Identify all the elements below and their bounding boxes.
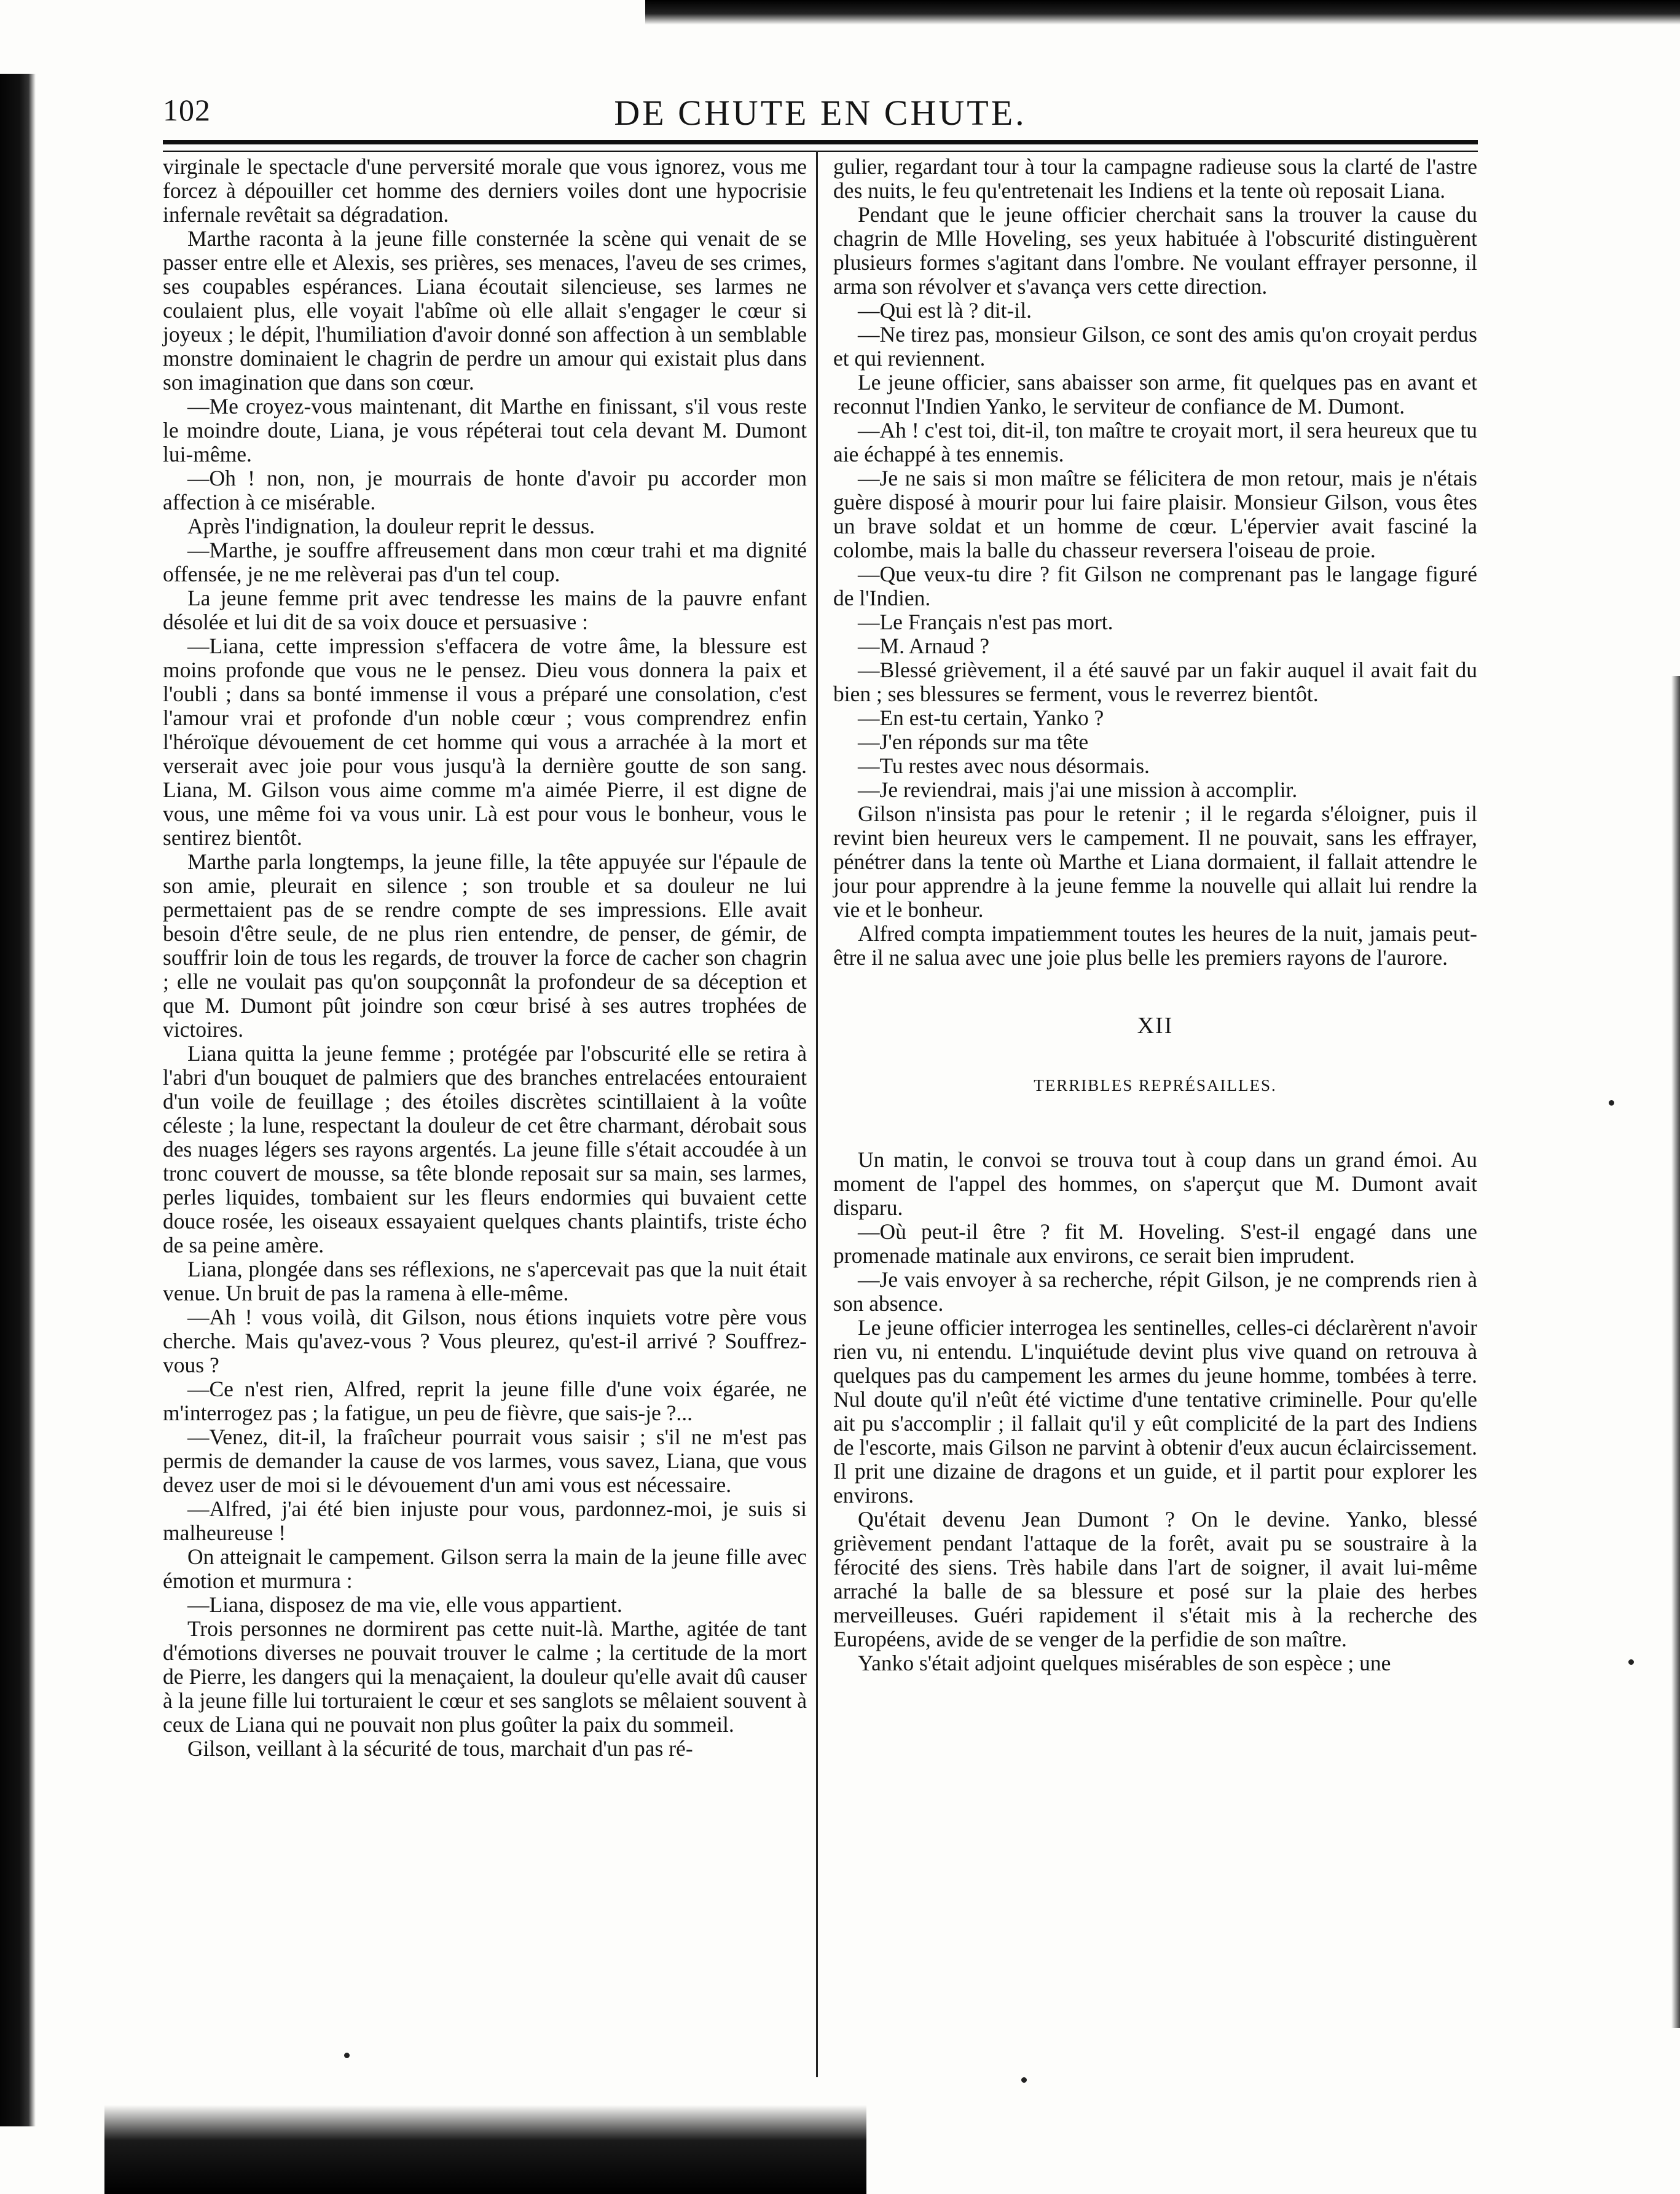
paragraph: —J'en réponds sur ma tête: [858, 729, 1089, 754]
paragraph: —Alfred, j'ai été bien injuste pour vous, pardonnez-moi, je suis si malheureuse !: [163, 1496, 807, 1545]
paragraph: —Qui est là ? dit-il.: [858, 298, 1032, 323]
paragraph: —Liana, cette impression s'effacera de votre âme, la blessure est moins profonde que vous ne le pensez. Dieu vous donnera la paix et l'oubli ; dans sa bonté immense il vous a préparé une consolation, c'est l'amour vrai et profonde d'un noble cœur ; vous comprendrez enfin l'héroïque dévouement de cet homme qui vous a arrachée à la mort et verserait avec joie pour vous jusqu'à la dernière goutte de son sang. Liana, M. Gilson vous aime comme m'a aimée Pierre, il est digne de vous, une même foi va vous unir. Là est pour vous le bonheur, vous le sentirez bientôt.: [163, 634, 807, 850]
paragraph: Marthe parla longtemps, la jeune fille, la tête appuyée sur l'épaule de son amie, pleurait en silence ; son trouble et sa douleur ne lui permettaient pas de se rendre compte de ses impressions. Elle avait besoin d'être seule, de ne plus rien entendre, de penser, de gémir, de souffrir loin de tous les regards, de trouver la force de cacher son chagrin ; elle ne voulait pas qu'on soupçonnât la profondeur de sa déception et que M. Dumont pût joindre son cœur brisé à ses autres trophées de victoires.: [163, 849, 807, 1042]
paragraph: Gilson n'insista pas pour le retenir ; il le regarda s'éloigner, puis il revint bien heureux vers le campement. Il ne pouvait, sans les effrayer, pénétrer dans la tente où Marthe et Liana dormaient, il fallait attendre le jour pour apprendre à la jeune femme la nouvelle qui allait lui rendre la vie et le bonheur.: [833, 801, 1477, 922]
paragraph: —Que veux-tu dire ? fit Gilson ne comprenant pas le langage figuré de l'Indien.: [833, 562, 1477, 610]
page-number: 102: [163, 93, 211, 127]
paragraph: Pendant que le jeune officier cherchait sans la trouver la cause du chagrin de Mlle Hoveling, ses yeux habituée à l'obscurité distinguèrent plusieurs formes s'agitant dans l'ombre. Ne voulant effrayer personne, il arma son révolver et s'avança vers cette direction.: [833, 202, 1477, 299]
paragraph: —Je reviendrai, mais j'ai une mission à accomplir.: [858, 777, 1298, 802]
paragraph: —Ce n'est rien, Alfred, reprit la jeune fille d'une voix égarée, ne m'interrogez pas ; la fatigue, un peu de fièvre, que sais-je ?...: [163, 1377, 807, 1425]
paragraph: Le jeune officier interrogea les sentinelles, celles-ci déclarèrent n'avoir rien vu, ni entendu. L'inquiétude devint plus vive quand on retrouva à quelques pas du campement les armes du jeune homme, tombées à terre. Nul doute qu'il n'eût été victime d'une tentative criminelle. Pour qu'elle ait pu s'accomplir ; il fallait qu'il y eût complicité de la part des Indiens de l'escorte, mais Gilson ne parvint à obtenir d'eux aucun éclaircissement. Il prit une dizaine de dragons et un guide, et il partit pour explorer les environs.: [833, 1315, 1477, 1508]
scan-border-bottom: [104, 2105, 866, 2194]
paragraph: —Je vais envoyer à sa recherche, répit Gilson, je ne comprends rien à son absence.: [833, 1267, 1477, 1316]
paragraph: —Le Français n'est pas mort.: [858, 610, 1113, 634]
paragraph: —Liana, disposez de ma vie, elle vous appartient.: [187, 1592, 622, 1617]
header-rule: [163, 140, 1478, 152]
chapter-number: XII: [1137, 1013, 1174, 1039]
paragraph: —En est-tu certain, Yanko ?: [858, 706, 1104, 730]
ink-speck: [344, 2053, 350, 2058]
paragraph: —Ah ! c'est toi, dit-il, ton maître te croyait mort, il sera heureux que tu aie échappé à tes ennemis.: [833, 418, 1477, 466]
paragraph: —Me croyez-vous maintenant, dit Marthe en finissant, s'il vous reste le moindre doute, Liana, je vous répéterai tout cela devant M. Dumont lui-même.: [163, 394, 807, 466]
ink-speck: [1609, 1100, 1614, 1106]
paragraph: —Ne tirez pas, monsieur Gilson, ce sont des amis qu'on croyait perdus et qui reviennent.: [833, 322, 1477, 371]
paragraph: —M. Arnaud ?: [858, 634, 989, 658]
paragraph: Le jeune officier, sans abaisser son arme, fit quelques pas en avant et reconnut l'Indien Yanko, le serviteur de confiance de M. Dumont.: [833, 370, 1477, 419]
paragraph: Qu'était devenu Jean Dumont ? On le devine. Yanko, blessé grièvement pendant l'attaque de la forêt, avait pu se soustraire à la férocité des siens. Très habile dans l'art de soigner, il avait lui-même arraché la balle de sa blessure et posé sur la plaie des herbes merveilleuses. Guéri rapidement il s'était mis à la recherche des Européens, avide de se venger de la perfidie de son maître.: [833, 1507, 1477, 1651]
paragraph: gulier, regardant tour à tour la campagne radieuse sous la clarté de l'astre des nuits, le feu qu'entretenait les Indiens et la tente où reposait Liana.: [833, 154, 1477, 203]
paragraph: —Oh ! non, non, je mourrais de honte d'avoir pu accorder mon affection à ce misérable.: [163, 466, 807, 514]
paragraph: Liana quitta la jeune femme ; protégée par l'obscurité elle se retira à l'abri d'un bouquet de palmiers que des branches entrelacées entouraient d'un voile de feuillage ; des étoiles discrètes scintillaient à la voûte céleste ; la lune, respectant la douleur de cet être charmant, dérobait sous des nuages légers ses rayons argentés. La jeune fille s'était accoudée à un tronc couvert de mousse, sa tête blonde reposait sur sa main, ses larmes, perles liquides, tombaient sur les fleurs endormies qui buvaient cette douce rosée, les oiseaux essayaient quelques chants plaintifs, triste écho de sa peine amère.: [163, 1041, 807, 1257]
column-divider: [816, 151, 818, 2077]
paragraph: On atteignait le campement. Gilson serra la main de la jeune fille avec émotion et murmura :: [163, 1544, 807, 1593]
paragraph: Alfred compta impatiemment toutes les heures de la nuit, jamais peut-être il ne salua avec une joie plus belle les premiers rayons de l'aurore.: [833, 921, 1477, 970]
running-title: DE CHUTE EN CHUTE.: [614, 93, 1027, 133]
paragraph: —Blessé grièvement, il a été sauvé par un fakir auquel il avait fait du bien ; ses blessures se ferment, vous le reverrez bientôt.: [833, 658, 1477, 706]
ink-speck: [1628, 1659, 1634, 1665]
left-column: [163, 155, 807, 1761]
paragraph: Liana, plongée dans ses réflexions, ne s'apercevait pas que la nuit était venue. Un bruit de pas la ramena à elle-même.: [163, 1257, 807, 1305]
paragraph: —Où peut-il être ? fit M. Hoveling. S'est-il engagé dans une promenade matinale aux environs, ce serait bien imprudent.: [833, 1219, 1477, 1268]
paragraph: Trois personnes ne dormirent pas cette nuit-là. Marthe, agitée de tant d'émotions diverses ne pouvait trouver le calme ; la certitude de la mort de Pierre, les dangers qui la menaçaient, la douleur qu'elle avait dû causer à la jeune fille lui torturaient le cœur et ses sanglots se mêlaient souvent à ceux de Liana qui ne pouvait non plus goûter la paix du sommeil.: [163, 1616, 807, 1737]
running-header: [163, 92, 1478, 136]
paragraph: Yanko s'était adjoint quelques misérables de son espèce ; une: [858, 1651, 1391, 1675]
scan-border-right: [1671, 676, 1680, 2028]
paragraph: Un matin, le convoi se trouva tout à coup dans un grand émoi. Au moment de l'appel des hommes, on s'aperçut que M. Dumont avait disparu.: [833, 1147, 1477, 1220]
scan-border-top: [645, 0, 1680, 25]
paragraph: —Venez, dit-il, la fraîcheur pourrait vous saisir ; s'il ne m'est pas permis de demander la cause de vos larmes, vous savez, Liana, que vous devez user de moi si le dévouement d'un ami vous est nécessaire.: [163, 1425, 807, 1497]
paragraph: Marthe raconta à la jeune fille consternée la scène qui venait de se passer entre elle et Alexis, ses prières, ses menaces, l'aveu de ses crimes, ses coupables espérances. Liana écoutait silencieuse, ses larmes ne coulaient plus, elle voyait l'abîme où elle allait s'engager le cœur si joyeux ; le dépit, l'humiliation d'avoir donné son affection à un semblable monstre dominaient le chagrin de perdre un amour qui existait plus dans son imagination que dans son cœur.: [163, 226, 807, 395]
paragraph: —Je ne sais si mon maître se félicitera de mon retour, mais je n'étais guère disposé à mourir pour lui faire plaisir. Monsieur Gilson, vous êtes un brave soldat et un homme de cœur. L'épervier avait fasciné la colombe, mais la balle du chasseur reversera l'oiseau de proie.: [833, 466, 1477, 562]
chapter-title: TERRIBLES REPRÉSAILLES.: [1034, 1076, 1277, 1095]
paragraph: —Marthe, je souffre affreusement dans mon cœur trahi et ma dignité offensée, je ne me relèverai pas d'un tel coup.: [163, 538, 807, 586]
paragraph: Après l'indignation, la douleur reprit le dessus.: [187, 514, 595, 538]
scan-border-left: [0, 74, 36, 2126]
paragraph: —Ah ! vous voilà, dit Gilson, nous étions inquiets votre père vous cherche. Mais qu'avez-vous ? Vous pleurez, qu'est-il arrivé ? Souffrez-vous ?: [163, 1305, 807, 1377]
paragraph: La jeune femme prit avec tendresse les mains de la pauvre enfant désolée et lui dit de sa voix douce et persuasive :: [163, 586, 807, 634]
ink-speck: [1021, 2077, 1027, 2083]
paragraph: Gilson, veillant à la sécurité de tous, marchait d'un pas ré-: [187, 1736, 693, 1761]
right-column: [833, 155, 1477, 1675]
paragraph: virginale le spectacle d'une perversité morale que vous ignorez, vous me forcez à dépouiller cet homme des derniers voiles dont une hypocrisie infernale revêtait sa dégradation.: [163, 154, 807, 227]
paragraph: —Tu restes avec nous désormais.: [858, 753, 1150, 778]
